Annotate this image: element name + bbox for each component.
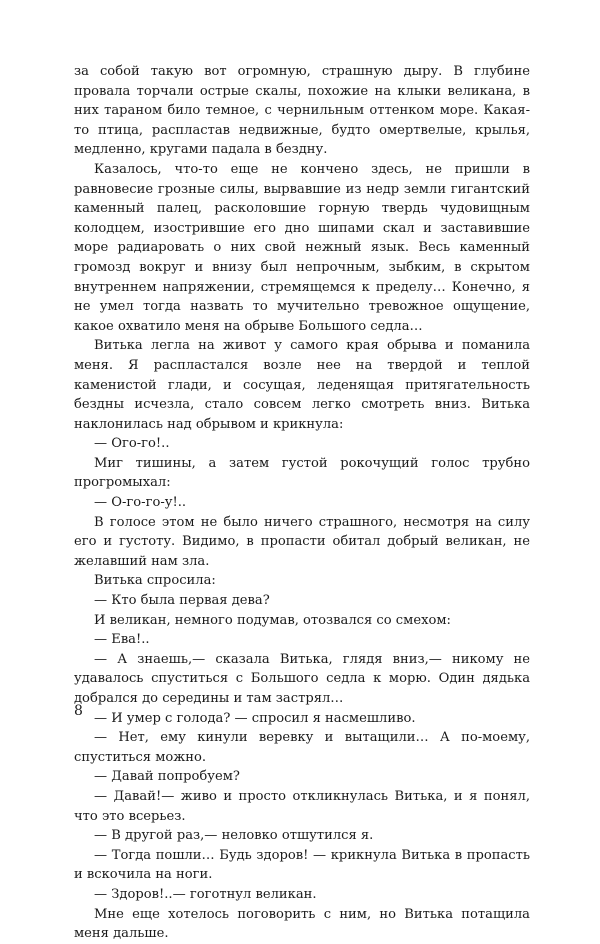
paragraph-6: — О-го-го-у!.. xyxy=(94,495,187,511)
paragraph-17: — В другой раз,— неловко отшутился я. xyxy=(94,828,374,844)
paragraph-15: — Давай попробуем? xyxy=(94,769,240,785)
paragraph-5: Миг тишины, а затем густой рокочущий голос трубно прогромыхал: xyxy=(74,455,530,491)
paragraph-11: — Ева!.. xyxy=(94,632,150,648)
paragraph-10: И великан, немного подумав, отозвался со смехом: xyxy=(94,612,451,628)
paragraph-4: — Ого-го!.. xyxy=(94,436,170,452)
page-number: 8 xyxy=(74,703,83,719)
paragraph-3: Витька легла на живот у самого края обрыва и поманила меня. Я распластался возле нее на твердой и теплой каменистой глади, и сосущая, леденящая притягательность бездны исчезла, стало совсем легко смотреть вниз. Витька наклонилась над обрывом и крикнула: xyxy=(74,338,530,432)
paragraph-7: В голосе этом не было ничего страшного, несмотря на силу его и густоту. Видимо, в пропасти обитал добрый великан, не желавший нам зла. xyxy=(74,514,530,569)
paragraph-20: Мне еще хотелось поговорить с ним, но Витька потащила меня дальше. xyxy=(74,906,530,942)
paragraph-2: Казалось, что-то еще не кончено здесь, не пришли в равновесие грозные силы, вырвавшие из недр земли гигантский каменный палец, расколовшие горную твердь чудовищным колодцем, изострившие его дно шипами скал и заставившие море радиаровать о них свой нежный язык. Весь каменный громозд вокруг и внизу был непрочным, зыбким, в скрытом внутреннем напряжении, стремящемся к пределу… Конечно, я не умел тогда назвать то мучительно тревожное ощущение, какое охватило меня на обрыве Большого седла… xyxy=(74,161,530,334)
paragraph-8: Витька спросила: xyxy=(94,573,216,589)
paragraph-12: — А знаешь,— сказала Витька, глядя вниз,— никому не удавалось спуститься с Большого седла к морю. Один дядька добрался до середины и там застрял… xyxy=(74,651,530,706)
paragraph-13: — И умер с голода? — спросил я насмешливо. xyxy=(94,710,416,726)
paragraph-16: — Давай!— живо и просто откликнулась Витька, и я понял, что это всерьез. xyxy=(74,788,530,824)
paragraph-19: — Здоров!..— гоготнул великан. xyxy=(94,886,317,902)
page-text xyxy=(74,62,530,944)
paragraph-14: — Нет, ему кинули веревку и вытащили… А по-моему, спуститься можно. xyxy=(74,730,530,765)
paragraph-18: — Тогда пошли… Будь здоров! — крикнула Витька в пропасть и вскочила на ноги. xyxy=(74,847,530,883)
paragraph-1: за собой такую вот огромную, страшную дыру. В глубине провала торчали острые скалы, похожие на клыки великана, в них тараном било темное, с чернильным оттенком море. Какая-то птица, распластав недвижные, будто омертвелые, крылья, медленно, кругами падала в бездну. xyxy=(74,64,530,158)
paragraph-9: — Кто была первая дева? xyxy=(94,593,270,609)
